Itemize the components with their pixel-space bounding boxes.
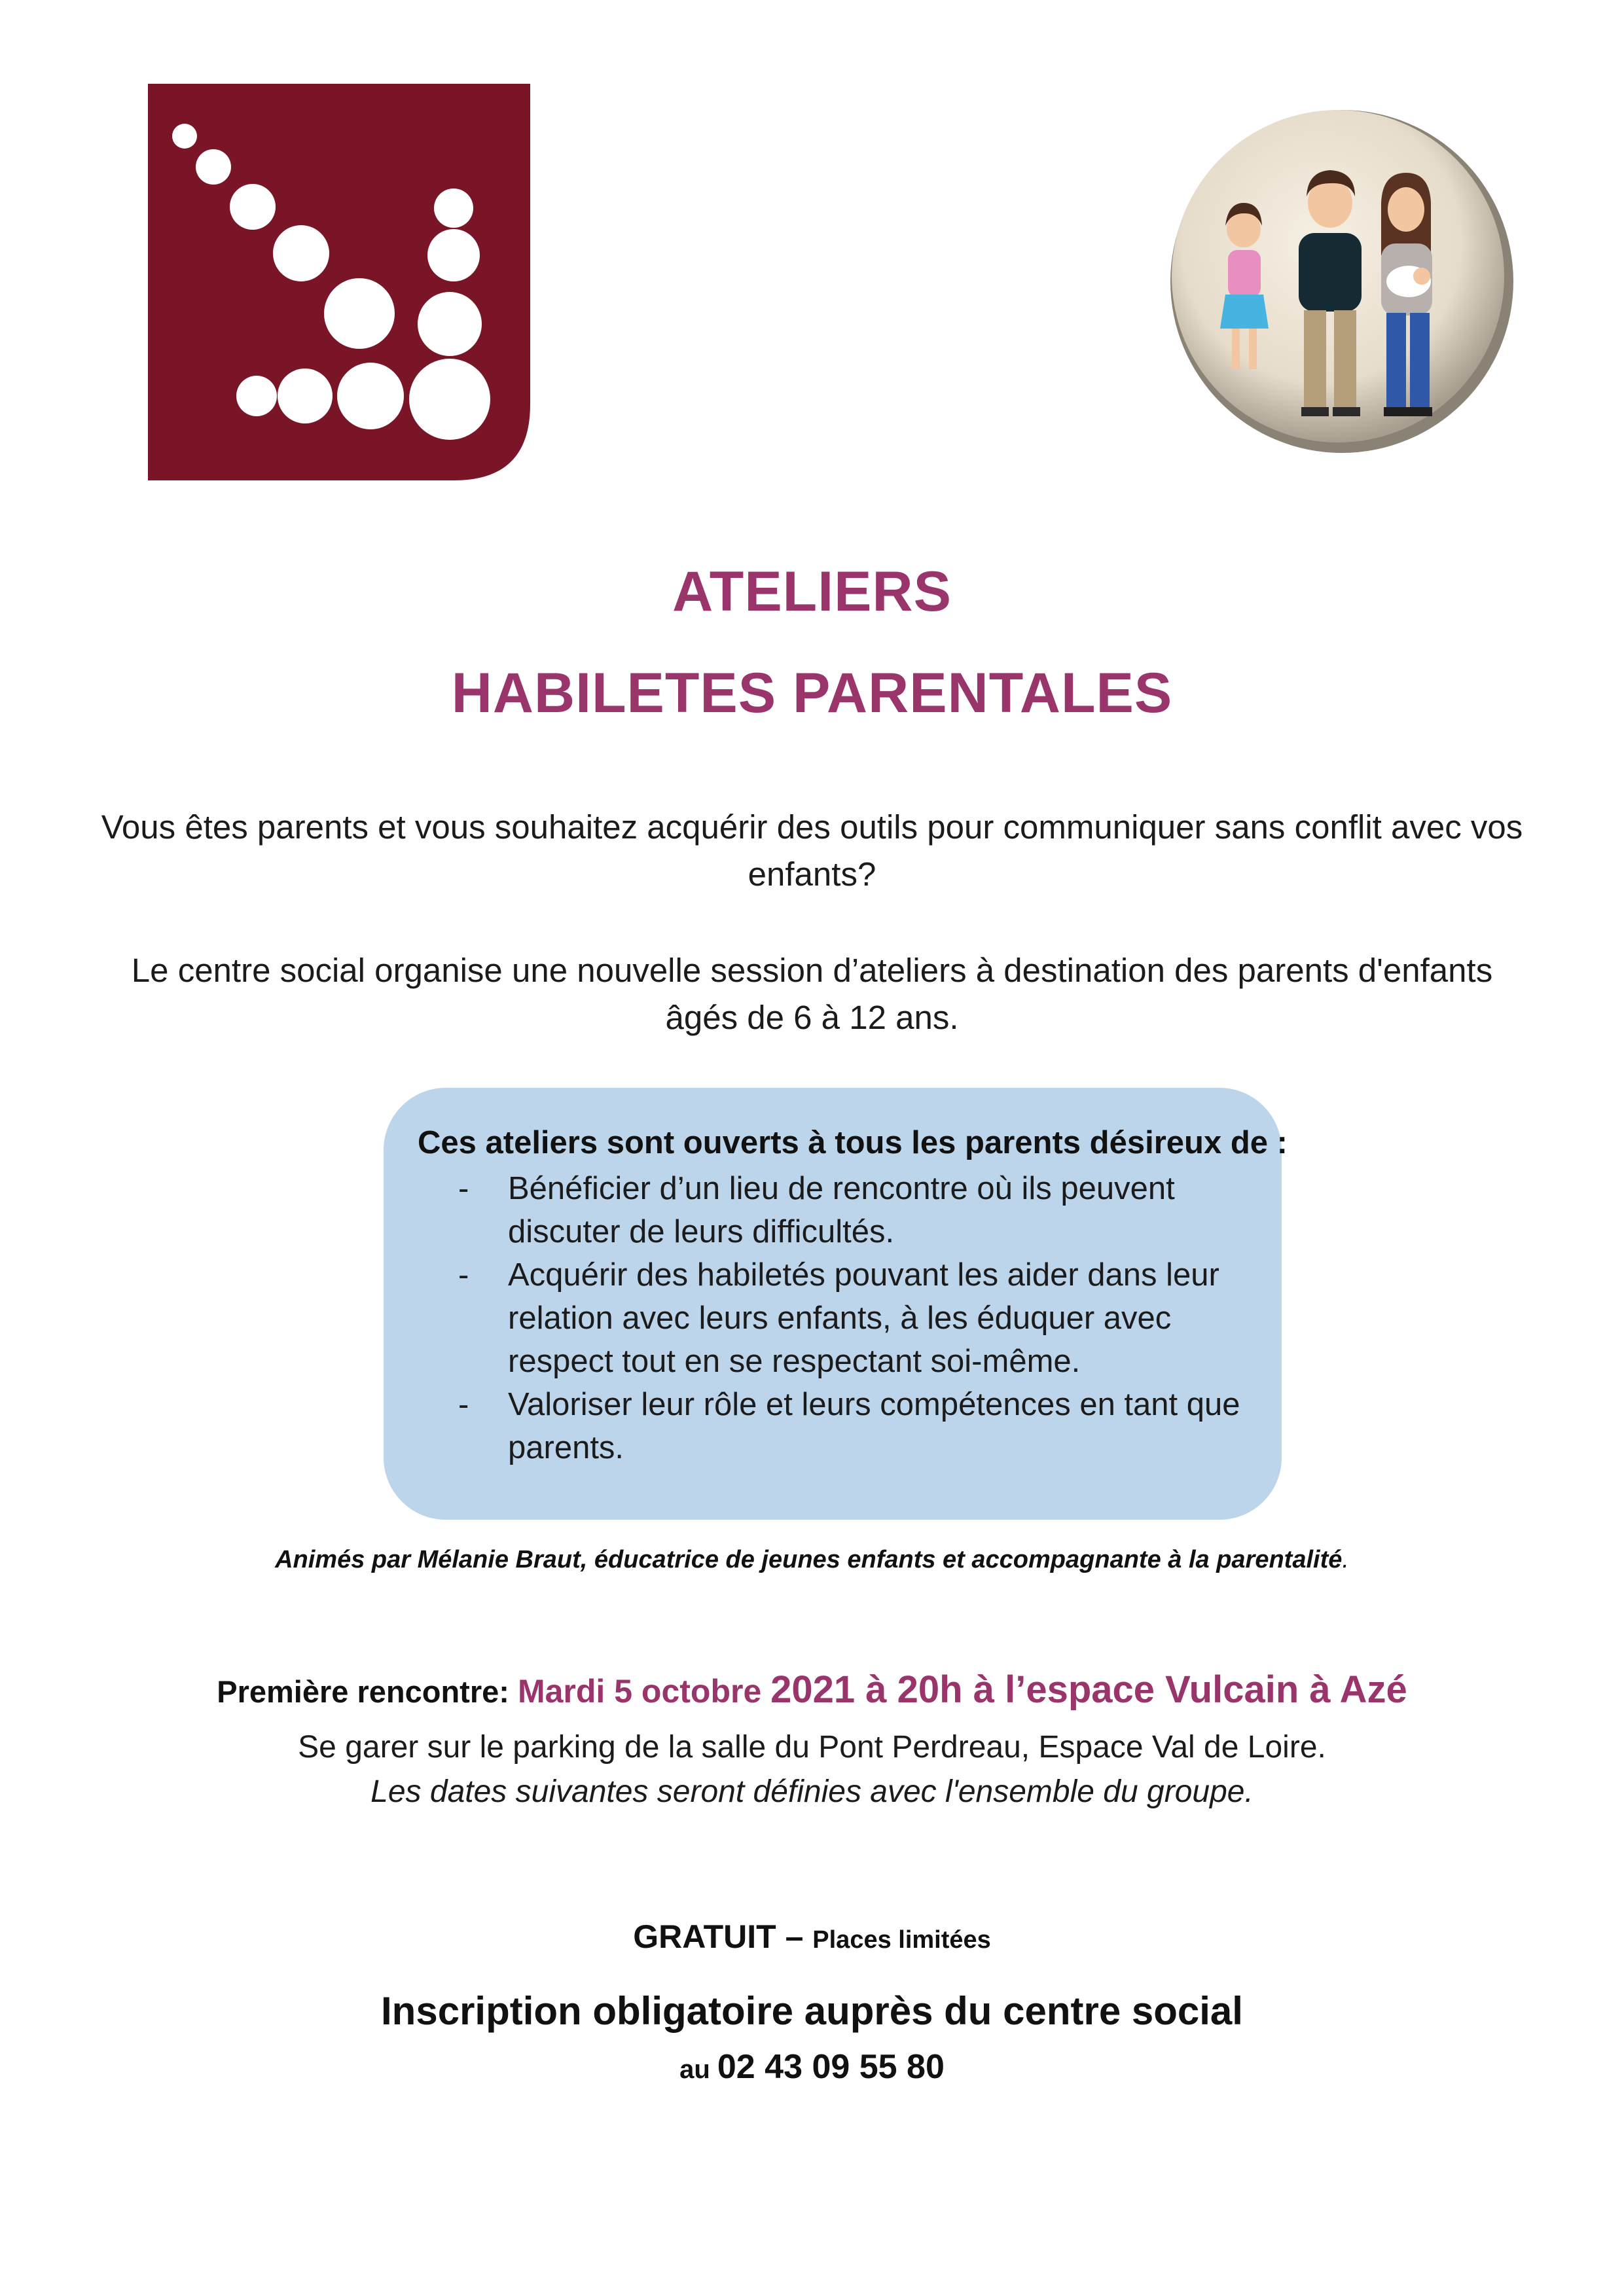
info-list — [458, 1167, 1263, 1469]
free-label: GRATUIT – — [633, 1918, 813, 1955]
price-line — [0, 1918, 1624, 1956]
first-meeting-label: Première rencontre: — [217, 1674, 518, 1709]
info-box-title: Ces ateliers sont ouverts à tous les parents désireux de : — [418, 1125, 1288, 1160]
list-item — [458, 1383, 1263, 1469]
animator-note — [0, 1546, 1624, 1574]
page-title: ATELIERS — [672, 560, 952, 623]
next-dates-note: Les dates suivantes seront définies avec l'ensemble du groupe. — [370, 1774, 1254, 1809]
list-item — [458, 1167, 1263, 1253]
first-meeting-date: Mardi 5 octobre — [517, 1673, 771, 1710]
bullet-dash: - — [458, 1387, 469, 1422]
animator-period: . — [1342, 1546, 1349, 1573]
list-item — [458, 1253, 1263, 1383]
signup-heading: Inscription obligatoire auprès du centre social — [381, 1989, 1243, 2033]
first-meeting — [0, 1668, 1624, 1712]
dots-logo-icon — [148, 84, 530, 480]
list-item-text: Acquérir des habiletés pouvant les aider dans leur relation avec leurs enfants, à les éduquer avec respect tout en se respectant soi-même. — [508, 1257, 1219, 1379]
bullet-dash: - — [458, 1257, 469, 1293]
list-item-text: Bénéficier d’un lieu de rencontre où ils peuvent discuter de leurs difficultés. — [508, 1171, 1175, 1249]
intro-paragraph-2: Le centre social organise une nouvelle session d’ateliers à destination des parents d'enfants âgés de 6 à 12 ans. — [131, 952, 1493, 1036]
intro-paragraph-1: Vous êtes parents et vous souhaitez acquérir des outils pour communiquer sans conflit avec vos enfants? — [101, 808, 1523, 893]
page-subtitle: HABILETES PARENTALES — [451, 662, 1173, 725]
phone-number: 02 43 09 55 80 — [717, 2048, 945, 2086]
limited-places-label: Places limitées — [812, 1926, 991, 1954]
bullet-dash: - — [458, 1171, 469, 1206]
animator-text: Animés par Mélanie Braut, éducatrice de jeunes enfants et accompagnante à la parentalité — [275, 1546, 1343, 1573]
family-icon — [1165, 105, 1519, 458]
phone-prefix: au — [679, 2055, 717, 2084]
list-item-text: Valoriser leur rôle et leurs compétences en tant que parents. — [508, 1387, 1240, 1465]
phone-line — [0, 2047, 1624, 2087]
first-meeting-time-place: 2021 à 20h à l’espace Vulcain à Azé — [770, 1668, 1407, 1711]
parking-info: Se garer sur le parking de la salle du Pont Perdreau, Espace Val de Loire. — [298, 1730, 1326, 1765]
